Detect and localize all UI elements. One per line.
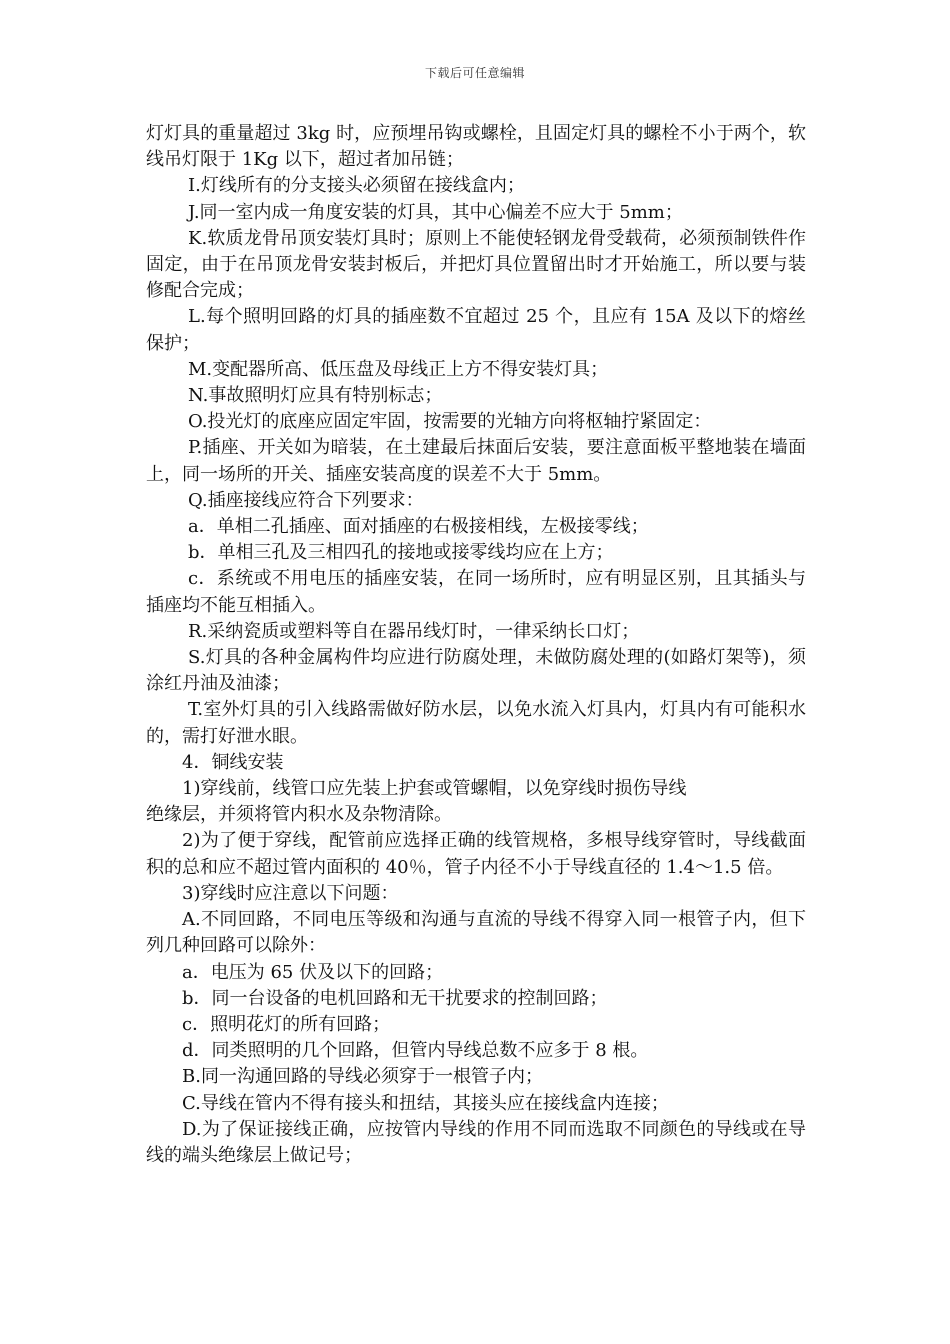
paragraph: c．照明花灯的所有回路； (182, 1013, 391, 1035)
paragraph: K.软质龙骨吊顶安装灯具时；原则上不能使轻钢龙骨受载荷，必须预制铁件作固定，由于在吊顶龙骨安装封板后，并把灯具位置留出时才开始施工，所以要与装修配合完成； (146, 227, 806, 302)
paragraph: T.室外灯具的引入线路需做好防水层，以免水流入灯具内，灯具内有可能积水的，需打好泄水眼。 (146, 699, 806, 747)
paragraph: I.灯线所有的分支接头必须留在接线盒内； (188, 175, 525, 197)
page-header-note: 下载后可任意编辑 (424, 66, 525, 80)
paragraph: Q.插座接线应符合下列要求： (188, 489, 424, 511)
paragraph: D.为了保证接线正确，应按管内导线的作用不同而选取不同颜色的导线或在导线的端头绝缘层上做记号； (146, 1118, 806, 1166)
paragraph: b．单相三孔及三相四孔的接地或接零线均应在上方； (188, 542, 614, 564)
document-body (146, 121, 806, 1169)
paragraph: b．同一台设备的电机回路和无干扰要求的控制回路； (182, 987, 608, 1009)
paragraph: 灯灯具的重量超过 3kg 时，应预埋吊钩或螺栓，且固定灯具的螺栓不小于两个，软线吊灯限于 1Kg 以下，超过者加吊链； (146, 123, 806, 171)
paragraph: a．电压为 65 伏及以下的回路； (182, 961, 444, 983)
paragraph: d．同类照明的几个回路，但管内导线总数不应多于 8 根。 (182, 1040, 649, 1062)
paragraph: c．系统或不用电压的插座安装，在同一场所时，应有明显区别，且其插头与插座均不能互相插入。 (146, 568, 806, 616)
paragraph: a．单相二孔插座、面对插座的右极接相线，左极接零线； (188, 516, 649, 538)
paragraph: 1)穿线前，线管口应先装上护套或管螺帽，以免穿线时损伤导线 (182, 778, 687, 800)
paragraph: 3)穿线时应注意以下问题： (182, 882, 399, 904)
paragraph: O.投光灯的底座应固定牢固，按需要的光轴方向将枢轴拧紧固定： (188, 411, 712, 433)
paragraph: C.导线在管内不得有接头和扭结，其接头应在接线盒内连接； (182, 1092, 669, 1114)
paragraph: B.同一沟通回路的导线必须穿于一根管子内； (182, 1066, 543, 1088)
paragraph: J.同一室内成一角度安装的灯具，其中心偏差不应大于 5mm； (188, 201, 683, 223)
paragraph: P.插座、开关如为暗装，在土建最后抹面后安装，要注意面板平整地装在墙面上，同一场所的开关、插座安装高度的误差不大于 5mm。 (146, 437, 806, 485)
paragraph: 绝缘层，并须将管内积水及杂物清除。 (146, 804, 452, 826)
paragraph: L.每个照明回路的灯具的插座数不宜超过 25 个，且应有 15A 及以下的熔丝保护； (146, 306, 806, 354)
paragraph: A.不同回路，不同电压等级和沟通与直流的导线不得穿入同一根管子内，但下列几种回路可以除外： (146, 909, 806, 957)
paragraph: 2)为了便于穿线，配管前应选择正确的线管规格，多根导线穿管时，导线截面积的总和应不超过管内面积的 40％，管子内径不小于导线直径的 1.4～1.5 倍。 (146, 830, 806, 878)
section-heading: 4．铜线安装 (182, 751, 284, 773)
paragraph: N.事故照明灯应具有特别标志； (188, 385, 443, 407)
paragraph: R.采纳瓷质或塑料等自在器吊线灯时，一律采纳长口灯； (188, 620, 640, 642)
paragraph: S.灯具的各种金属构件均应进行防腐处理，未做防腐处理的(如路灯架等)，须涂红丹油及油漆； (146, 647, 806, 695)
paragraph: M.变配器所高、低压盘及母线正上方不得安装灯具； (188, 358, 609, 380)
